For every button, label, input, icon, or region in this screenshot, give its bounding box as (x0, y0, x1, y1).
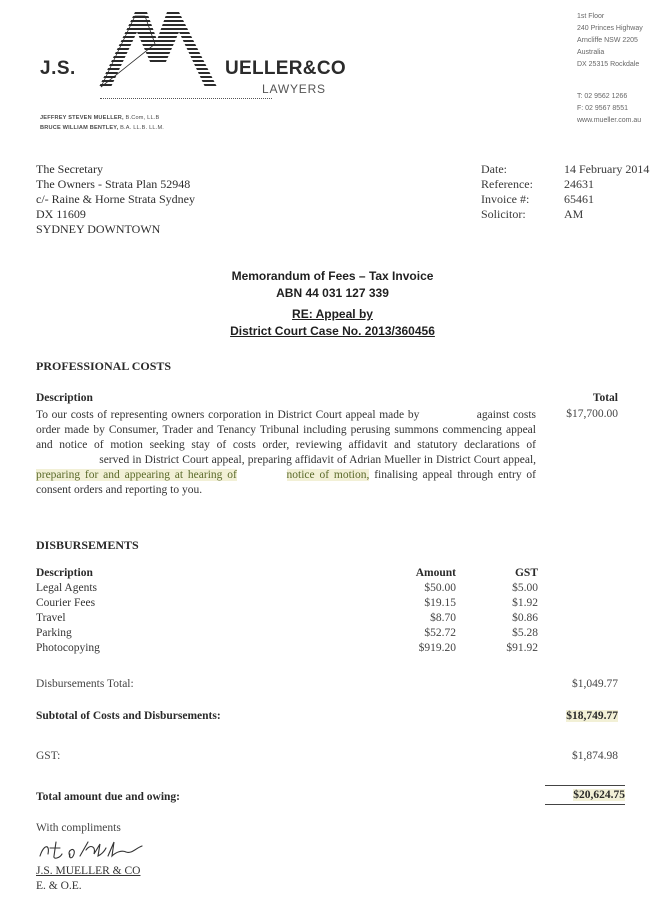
address-line: 240 Princes Highway (577, 25, 643, 32)
signature-image (36, 838, 146, 864)
subtotal-value (540, 710, 618, 722)
recipient-line: The Owners - Strata Plan 52948 (36, 177, 191, 191)
firm-subtitle: LAWYERS (262, 82, 326, 96)
disbursement-gst (488, 581, 538, 656)
website-link[interactable]: www.mueller.com.au (577, 117, 642, 124)
recipient-address (36, 162, 195, 237)
disbursement-amounts (378, 581, 456, 656)
professional-costs-description (36, 408, 536, 498)
firm-name-initials: J.S. (40, 58, 76, 79)
disbursement-descriptions (36, 581, 100, 656)
recipient-line: DX 11609 (36, 207, 86, 221)
invoice-date: 14 February 2014 (564, 162, 650, 176)
recipient-line: The Secretary (36, 162, 103, 176)
logo-divider (100, 98, 272, 99)
partner-line (40, 114, 164, 124)
disbursement-gst-value: $5.28 (512, 627, 538, 639)
description-text: against costs order made by Consumer, Trader and Tenancy Tribunal including perusing summons commencing appeal and notice of motion seeking stay of costs order, reviewing affidavit and statutory declarations of (36, 409, 537, 451)
disb-amount-header: Amount (415, 567, 456, 579)
case-number: District Court Case No. 2013/360456 (230, 324, 435, 338)
disbursement-gst-value: $5.00 (512, 582, 538, 594)
meta-label: Reference: (481, 177, 533, 191)
reference-number: 24631 (564, 177, 594, 191)
disbursement-amount: $919.20 (418, 642, 456, 654)
partner-quals: B.Com, LL.B (125, 115, 160, 121)
closing-firm-name: J.S. MUELLER & CO (36, 865, 141, 877)
total-due-amount-wrap (545, 789, 625, 801)
compliments-text: With compliments (36, 822, 121, 834)
disbursement-item: Travel (36, 612, 66, 624)
firm-address (577, 11, 643, 71)
firm-contacts (577, 91, 641, 127)
monogram-logo-icon (95, 12, 230, 97)
invoice-title-block (0, 268, 665, 340)
subtotal-label: Subtotal of Costs and Disbursements: (36, 710, 221, 722)
meta-label: Solicitor: (481, 207, 526, 221)
recipient-line: SYDNEY DOWNTOWN (36, 222, 161, 236)
abn-number: ABN 44 031 127 339 (276, 286, 389, 300)
eoe-notice: E. & O.E. (36, 880, 82, 892)
highlighted-text: notice of motion, (286, 469, 370, 481)
disb-description-header: Description (36, 567, 93, 579)
matter-re: RE: Appeal by (292, 307, 373, 321)
disbursement-gst-value: $91.92 (506, 642, 538, 654)
partner-line (40, 124, 164, 134)
invoice-title: Memorandum of Fees – Tax Invoice (231, 269, 434, 283)
invoice-meta-values (564, 162, 649, 222)
total-header: Total (592, 392, 618, 404)
disbursement-amount: $19.15 (424, 597, 456, 609)
highlighted-text: preparing for and appearing at hearing of (36, 469, 237, 481)
partner-quals: B.A. LL.B. LL.M. (120, 124, 165, 131)
disbursement-item: Photocopying (36, 642, 100, 654)
disbursement-amount: $50.00 (424, 582, 456, 594)
gst-label: GST: (36, 750, 61, 762)
disbursement-item: Legal Agents (36, 582, 97, 594)
disbursements-total-label: Disbursements Total: (36, 678, 134, 690)
total-due-label: Total amount due and owing: (36, 791, 181, 803)
professional-costs-total: $17,700.00 (566, 408, 618, 420)
disbursement-gst-value: $0.86 (512, 612, 538, 624)
address-line: 1st Floor (577, 13, 605, 20)
solicitor-initials: AM (564, 207, 584, 221)
address-line: DX 25315 Rockdale (577, 61, 640, 68)
phone-number: T: 02 9562 1266 (577, 93, 628, 100)
address-line: Australia (577, 49, 605, 56)
partners-list (40, 114, 164, 133)
gst-value: $1,874.98 (572, 750, 618, 762)
fax-number: F: 02 9567 8551 (577, 105, 628, 112)
description-text: served in District Court appeal, preparing affidavit of Adrian Mueller in District Court appeal, (99, 454, 537, 466)
address-line: Arncliffe NSW 2205 (577, 37, 638, 44)
disbursement-item: Parking (36, 627, 72, 639)
total-due-amount: $20,624.75 (573, 789, 625, 801)
professional-costs-heading: PROFESSIONAL COSTS (36, 359, 172, 373)
firm-logo (40, 12, 346, 102)
disbursement-amount: $8.70 (430, 612, 456, 624)
invoice-number: 65461 (564, 192, 594, 206)
firm-name: UELLER&CO (225, 58, 346, 79)
disb-gst-header: GST (514, 567, 538, 579)
meta-label: Invoice #: (481, 192, 530, 206)
partner-name: BRUCE WILLIAM BENTLEY, (40, 124, 119, 131)
disbursements-heading: DISBURSEMENTS (36, 538, 139, 552)
disbursement-item: Courier Fees (36, 597, 96, 609)
meta-label: Date: (481, 162, 507, 176)
disbursement-gst-value: $1.92 (512, 597, 538, 609)
description-text: To our costs of representing owners corporation in District Court appeal made by (36, 409, 420, 421)
disbursements-total-value: $1,049.77 (572, 678, 618, 690)
description-text: finalising appeal through entry of consent orders and reporting to you. (36, 469, 537, 496)
recipient-line: c/- Raine & Horne Strata Sydney (36, 192, 195, 206)
partner-name: JEFFREY STEVEN MUELLER, (40, 115, 124, 121)
disbursement-amount: $52.72 (424, 627, 456, 639)
total-due-box (545, 785, 625, 805)
subtotal-amount: $18,749.77 (566, 710, 618, 722)
invoice-meta-labels (481, 162, 533, 222)
description-header: Description (36, 392, 93, 404)
